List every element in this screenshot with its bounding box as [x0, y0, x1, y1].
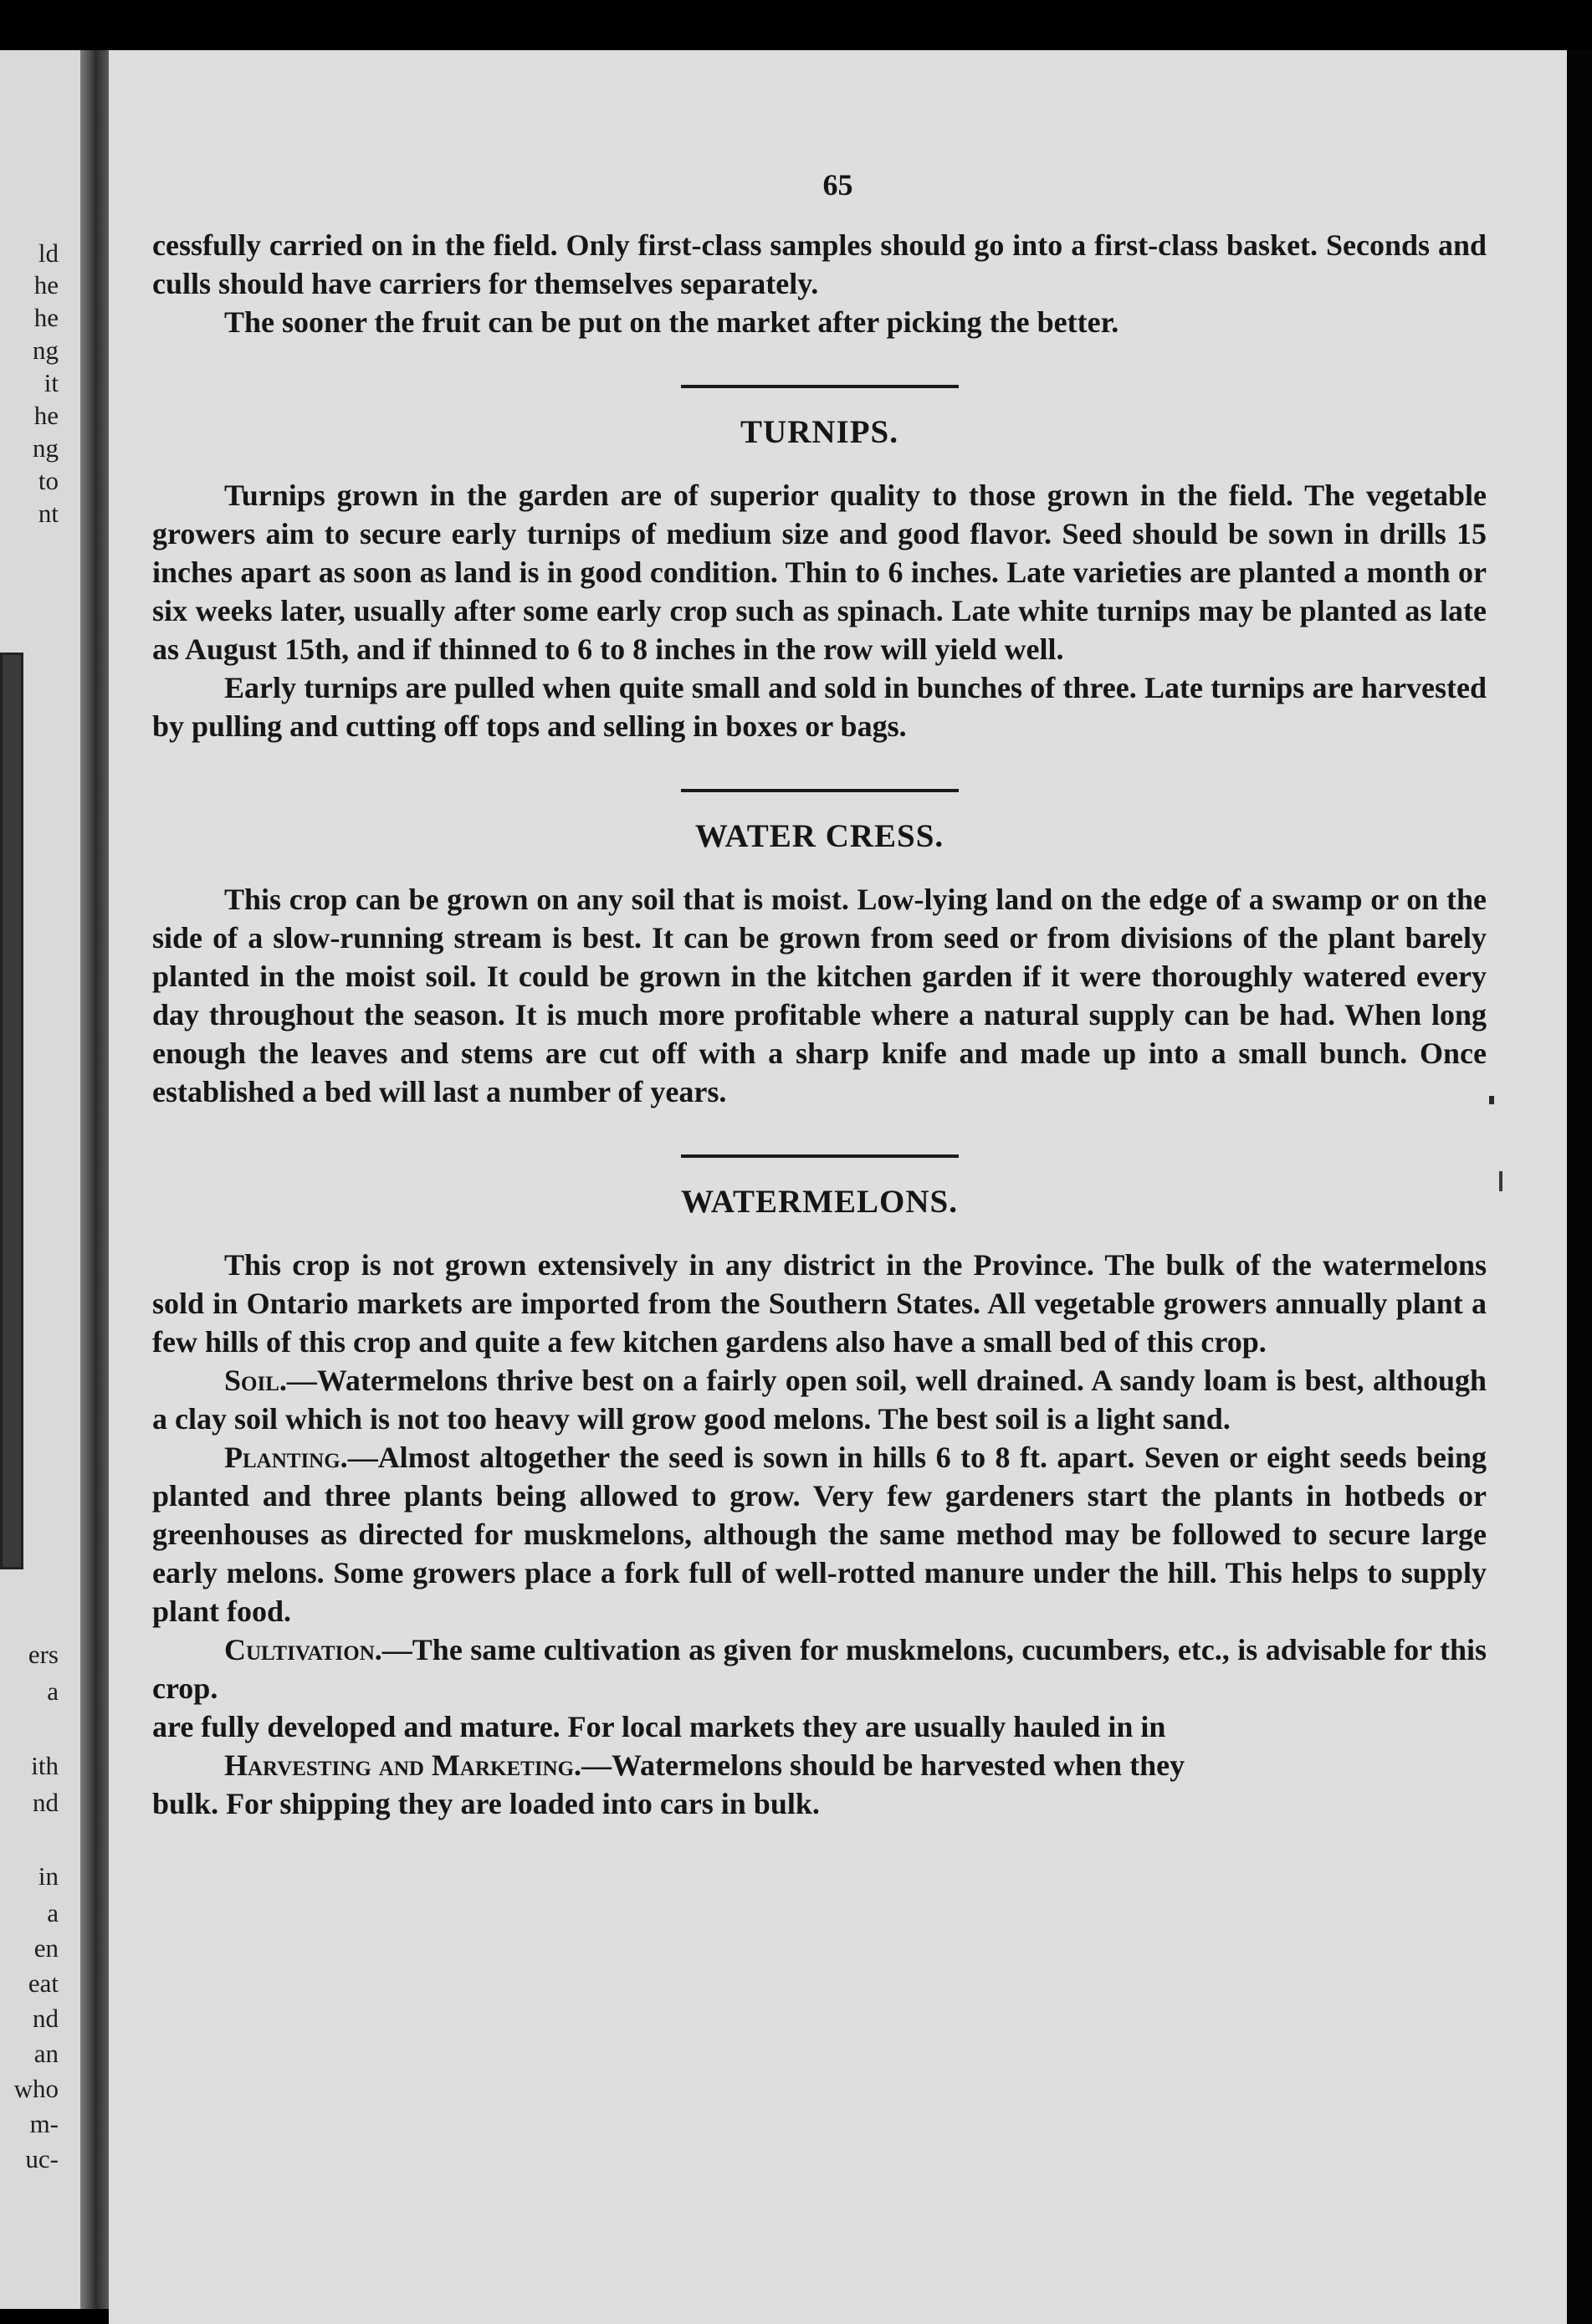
facing-page-fragment: he [33, 270, 59, 299]
facing-page-fragment: nt [38, 499, 59, 528]
scan-speck [1499, 1171, 1502, 1191]
facing-page-fragment: ith [31, 1751, 59, 1780]
facing-page-fragment: ng [33, 433, 59, 463]
subsection-text: —Watermelons should be harvested when they [581, 1748, 1185, 1782]
body-paragraph: This crop is not grown extensively in any district in the Province. The bulk of the watermelons sold in Ontario markets are imported from the Southern States. All vegetable growers annually plant a few hills of this crop and quite a few kitchen gardens also have a small bed of this crop. [152, 1248, 1487, 1359]
facing-page-fragment: nd [33, 2004, 59, 2033]
book-gutter [80, 50, 109, 2309]
facing-page-fragment: a [47, 1676, 59, 1706]
page-number: 65 [822, 168, 853, 202]
scan-speck [1489, 1096, 1494, 1104]
displaced-line: are fully developed and mature. For local markets they are usually hauled in in [152, 1710, 1166, 1743]
facing-page-photograph [0, 653, 23, 1569]
section-heading-water-cress: WATER CRESS. [694, 818, 944, 854]
facing-page-fragment: nd [33, 1788, 59, 1817]
section-heading-watermelons: WATERMELONS. [681, 1184, 958, 1220]
facing-page-fragment: ers [28, 1640, 59, 1669]
facing-page-fragment: ng [33, 335, 59, 365]
subsection-cultivation [152, 1630, 1487, 1707]
subsection-planting [152, 1438, 1487, 1630]
harvest-continuation: bulk. For shipping they are loaded into cars in bulk. [152, 1787, 820, 1820]
subsection-lead: Planting. [224, 1441, 348, 1474]
facing-page-fragment: m- [29, 2109, 59, 2138]
page-body [152, 226, 1487, 1823]
facing-page-fragment: who [13, 2074, 59, 2103]
facing-page-fragment: ld [38, 238, 59, 268]
facing-page-fragment: uc- [25, 2144, 59, 2173]
subsection-harvesting [152, 1746, 1487, 1784]
facing-page-fragment: it [44, 368, 59, 397]
body-paragraph: Early turnips are pulled when quite small and sold in bunches of three. Late turnips are harvested by pulling and cutting off tops and selling in boxes or bags. [152, 671, 1487, 743]
body-paragraph: Turnips grown in the garden are of superior quality to those grown in the field. The vegetable growers aim to secure early turnips of medium size and good flavor. Seed should be sown in drills 15 inches apart as soon as land is in good condition. Thin to 6 inches. Late varieties are planted a month or six weeks later, usually after some early crop such as spinach. Late white turnips may be planted as late as August 15th, and if thinned to 6 to 8 inches in the row will yield well. [152, 479, 1487, 666]
facing-page-fragment: en [33, 1933, 59, 1963]
section-divider [681, 789, 959, 792]
subsection-text: —Watermelons thrive best on a fairly open soil, well drained. A sandy loam is best, although a clay soil which is not too heavy will grow good melons. The best soil is a light sand. [152, 1364, 1487, 1436]
section-heading-turnips: TURNIPS. [740, 414, 898, 450]
section-divider [681, 385, 959, 388]
facing-page-fragment: in [38, 1861, 59, 1891]
section-divider [681, 1154, 959, 1158]
subsection-text: —The same cultivation as given for muskmelons, cucumbers, etc., is advisable for this crop. [152, 1633, 1487, 1705]
facing-page-fragment: a [47, 1898, 59, 1927]
facing-page-fragment: he [33, 401, 59, 430]
subsection-lead: Cultivation. [224, 1633, 382, 1666]
scan-border [1567, 50, 1592, 2324]
facing-page-fragment: he [33, 303, 59, 332]
intro-paragraph: cessfully carried on in the field. Only first-class samples should go into a first-class basket. Seconds and culls should have carriers for themselves separately. [152, 228, 1487, 300]
subsection-soil [152, 1361, 1487, 1438]
subsection-lead: Soil. [224, 1364, 287, 1397]
body-paragraph: This crop can be grown on any soil that is moist. Low-lying land on the edge of a swamp or on the side of a slow-running stream is best. It can be grown from seed or from divisions of the plant barely planted in the moist soil. It could be grown in the kitchen garden if it were thoroughly watered every day throughout the season. It is much more profitable where a natural supply can be had. When long enough the leaves and stems are cut off with a sharp knife and made up into a small bunch. Once established a bed will last a number of years. [152, 883, 1487, 1108]
facing-page-fragment: an [33, 2039, 59, 2068]
scanned-page [109, 50, 1567, 2324]
facing-page-fragment: eat [28, 1968, 59, 1998]
subsection-text: —Almost altogether the seed is sown in hills 6 to 8 ft. apart. Seven or eight seeds being planted and three plants being allowed to grow. Very few gardeners start the plants in hotbeds or greenhouses as directed for muskmelons, although the same method may be followed to secure large early melons. Some growers place a fork full of well-rotted manure under the hill. This helps to supply plant food. [152, 1441, 1487, 1628]
facing-page-fragment: to [38, 466, 59, 495]
intro-paragraph: The sooner the fruit can be put on the market after picking the better. [224, 305, 1119, 339]
subsection-lead: Harvesting and Marketing. [224, 1748, 582, 1782]
facing-page-edge [0, 50, 80, 2309]
